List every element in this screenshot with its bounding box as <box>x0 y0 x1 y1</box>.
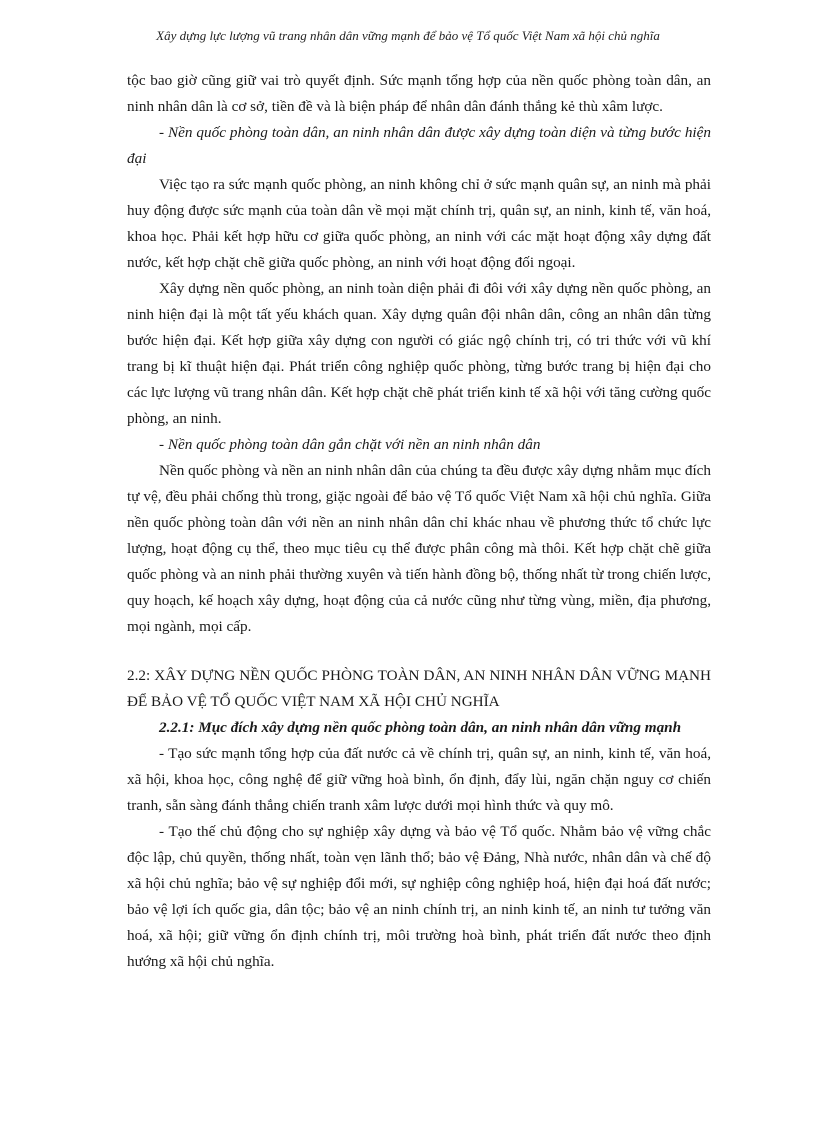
subsection-heading: 2.2.1: Mục đích xây dựng nền quốc phòng toàn dân, an ninh nhân dân vững mạnh <box>159 719 682 736</box>
paragraph: - Tạo sức mạnh tổng hợp của đất nước cả về chính trị, quân sự, an ninh, kinh tế, văn hoá, xã hội, khoa học, công nghệ để giữ vững hoà bình, ổn định, đẩy lùi, ngăn chặn nguy cơ chiến tranh, sẵn sàng đánh thắng chiến tranh xâm lược dưới mọi hình thức và quy mô. <box>127 745 711 814</box>
paragraph: Việc tạo ra sức mạnh quốc phòng, an ninh không chỉ ở sức mạnh quân sự, an ninh mà phải huy động được sức mạnh của toàn dân về mọi mặt chính trị, quân sự, an ninh, kinh tế, văn hoá, khoa học. Phải kết hợp hữu cơ giữa quốc phòng, an ninh với các mặt hoạt động xây dựng đất nước, kết hợp chặt chẽ giữa quốc phòng, an ninh với hoạt động đối ngoại. <box>127 176 711 271</box>
italic-subheading: - Nền quốc phòng toàn dân gắn chặt với nền an ninh nhân dân <box>159 436 541 453</box>
body-text <box>127 68 711 975</box>
paragraph: Nền quốc phòng và nền an ninh nhân dân của chúng ta đều được xây dựng nhằm mục đích tự vệ, đều phải chống thù trong, giặc ngoài để bảo vệ Tổ quốc Việt Nam xã hội chủ nghĩa. Giữa nền quốc phòng toàn dân với nền an ninh nhân dân chỉ khác nhau về phương thức tổ chức lực lượng, hoạt động cụ thể, theo mục tiêu cụ thể được phân công mà thôi. Kết hợp chặt chẽ giữa quốc phòng và an ninh phải thường xuyên và tiến hành đồng bộ, thống nhất từ trong chiến lược, quy hoạch, kế hoạch xây dựng, hoạt động của cả nước cũng như từng vùng, miền, địa phương, mọi ngành, mọi cấp. <box>127 462 711 635</box>
italic-subheading: - Nền quốc phòng toàn dân, an ninh nhân dân được xây dựng toàn diện và từng bước hiện đại <box>127 124 711 167</box>
paragraph: - Tạo thế chủ động cho sự nghiệp xây dựng và bảo vệ Tổ quốc. Nhằm bảo vệ vững chắc độc lập, chủ quyền, thống nhất, toàn vẹn lãnh thổ; bảo vệ Đảng, Nhà nước, nhân dân và chế độ xã hội chủ nghĩa; bảo vệ sự nghiệp đổi mới, sự nghiệp công nghiệp hoá, hiện đại hoá đất nước; bảo vệ lợi ích quốc gia, dân tộc; bảo vệ an ninh chính trị, an ninh kinh tế, an ninh tư tưởng văn hoá, xã hội; giữ vững ổn định chính trị, môi trường hoà bình, phát triển đất nước theo định hướng xã hội chủ nghĩa. <box>127 823 711 970</box>
paragraph: Xây dựng nền quốc phòng, an ninh toàn diện phải đi đôi với xây dựng nền quốc phòng, an ninh hiện đại là một tất yếu khách quan. Xây dựng quân đội nhân dân, công an nhân dân từng bước hiện đại. Kết hợp giữa xây dựng con người có giác ngộ chính trị, có tri thức với vũ khí trang bị kĩ thuật hiện đại. Phát triển công nghiệp quốc phòng, từng bước trang bị hiện đại cho các lực lượng vũ trang nhân dân. Kết hợp chặt chẽ phát triển kinh tế xã hội với tăng cường quốc phòng, an ninh. <box>127 280 711 427</box>
section-heading: 2.2: XÂY DỰNG NỀN QUỐC PHÒNG TOÀN DÂN, AN NINH NHÂN DÂN VỮNG MẠNH ĐỂ BẢO VỆ TỔ QUỐC VIỆT NAM XÃ HỘI CHỦ NGHĨA <box>127 667 711 710</box>
running-header: Xây dựng lực lượng vũ trang nhân dân vững mạnh để bảo vệ Tổ quốc Việt Nam xã hội chủ nghĩa <box>156 28 660 43</box>
paragraph-continuation: tộc bao giờ cũng giữ vai trò quyết định. Sức mạnh tổng hợp của nền quốc phòng toàn dân, an ninh nhân dân là cơ sở, tiền đề và là biện pháp để nhân dân đánh thắng kẻ thù xâm lược. <box>127 72 711 115</box>
